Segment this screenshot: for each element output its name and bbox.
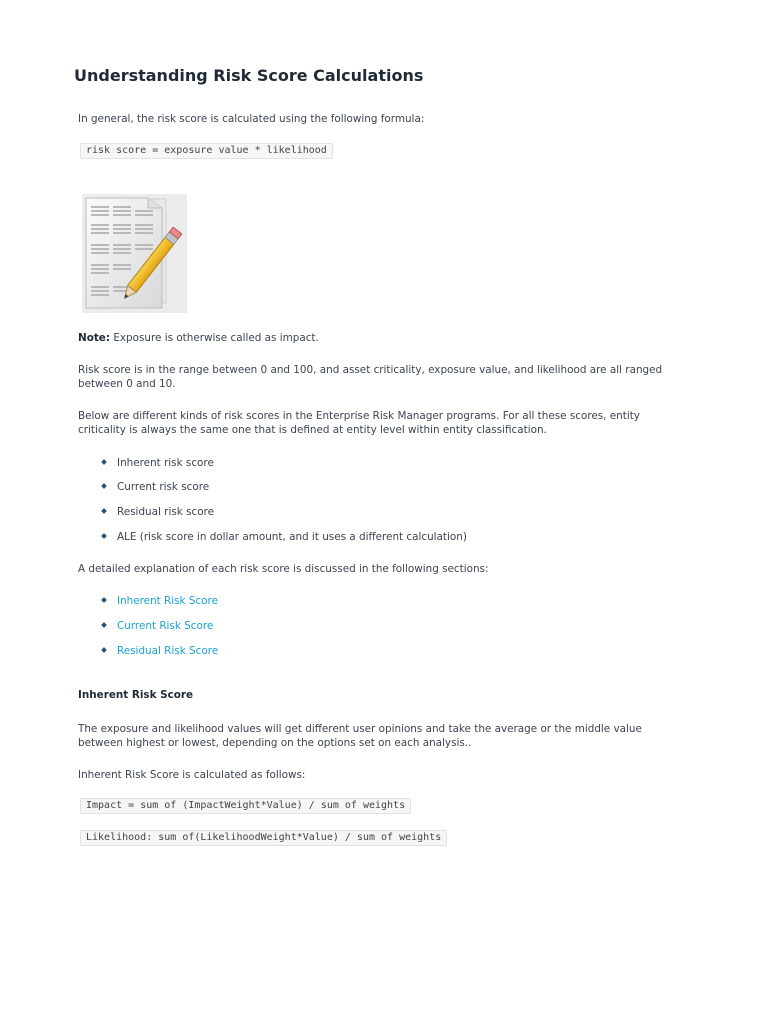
formula-likelihood-code: Likelihood: sum of(LikelihoodWeight*Value) / sum of weights [80, 830, 447, 846]
note-label: Note: [78, 332, 111, 344]
intro-paragraph: In general, the risk score is calculated using the following formula: [78, 113, 425, 125]
kinds-paragraph: Below are different kinds of risk scores in the Enterprise Risk Manager programs. For all these scores, entity criticality is always the same one that is defined at entity level within entity classification. [78, 410, 640, 436]
formula-main-code: risk score = exposure value * likelihood [80, 143, 333, 159]
document-with-pencil-icon [82, 194, 187, 313]
inherent-paragraph: The exposure and likelihood values will get different user opinions and take the average or the middle value between highest or lowest, depending on the options set on each analysis.. [78, 723, 642, 749]
document-pencil-illustration [82, 194, 187, 313]
bullet-icon [101, 483, 107, 489]
note-text: Exposure is otherwise called as impact. [110, 332, 319, 344]
range-paragraph: Risk score is in the range between 0 and 100, and asset criticality, exposure value, and likelihood are all ranged between 0 and 10. [78, 364, 663, 390]
bullet-icon [101, 508, 107, 514]
sections-intro-paragraph: A detailed explanation of each risk score is discussed in the following sections: [78, 563, 489, 575]
formula-impact-code: Impact = sum of (ImpactWeight*Value) / sum of weights [80, 798, 411, 814]
bullet-icon [101, 597, 107, 603]
inherent-calc-intro: Inherent Risk Score is calculated as follows: [78, 769, 306, 781]
document-page: Understanding Risk Score Calculations In general, the risk score is calculated using the following formula: risk score = exposure value * likelihood Note: Exposure is otherwise called as impact. Risk score is in the range between 0 and 100, and asset criticality, exposure value, and likelihood are all ranged between 0 and 10. Below are different kinds of risk scores in the Enterprise Risk Manager programs. For all these scores, entity criticality is always the same one that is defined at entity level within entity classification. Inherent risk score Current risk score Residual risk score ALE (risk score in dollar amount, and it uses a different calculation) A detailed explanation of each risk score is discussed in the following sections: Inherent Risk Score Current Risk Score Residual Risk Score Inherent Risk Score The exposure and likelihood values will get different user opinions and take the average or the middle value between highest or lowest, depending on the options set on each analysis.. Inherent Risk Score is calculated as follows: Impact = sum of (ImpactWeight*Value) / sum of weights Likelihood: sum of(LikelihoodWeight*Value) / sum of weights [0, 0, 768, 1024]
bullet-icon [101, 622, 107, 628]
bullet-icon [101, 459, 107, 465]
bullet-icon [101, 533, 107, 539]
note-paragraph [78, 331, 690, 345]
inherent-heading: Inherent Risk Score [78, 689, 194, 701]
bullet-icon [101, 647, 107, 653]
page-title: Understanding Risk Score Calculations [74, 66, 424, 85]
